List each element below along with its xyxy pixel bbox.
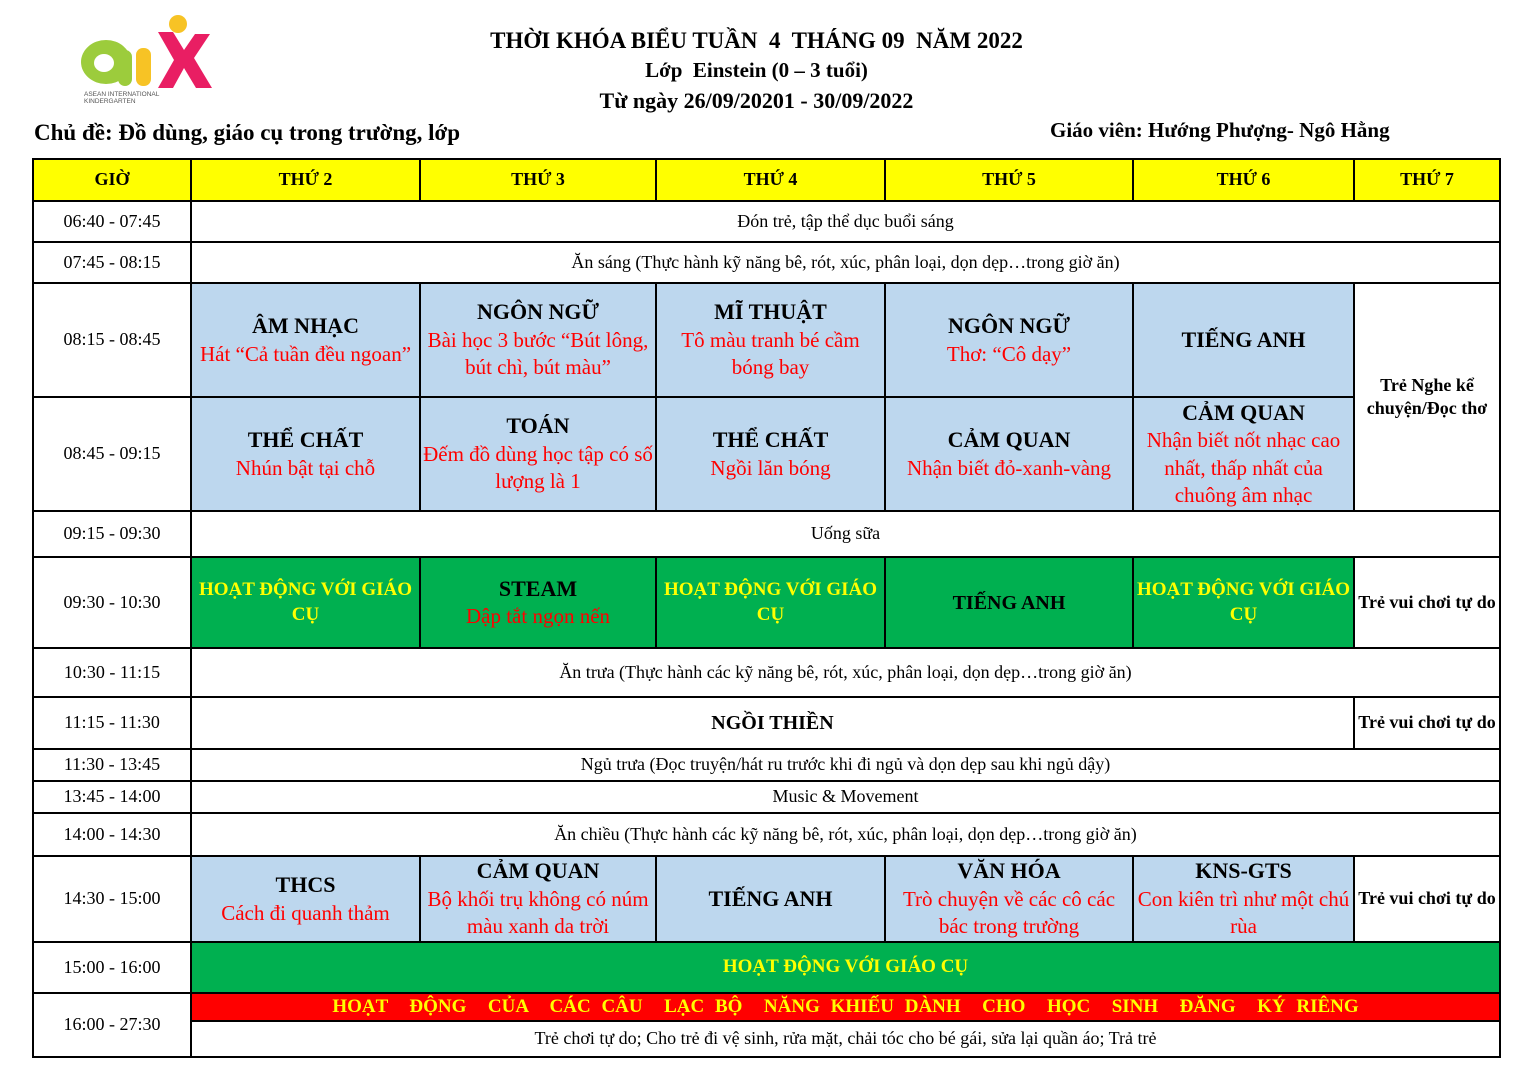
lesson-subject: TIẾNG ANH — [708, 885, 833, 911]
lesson-subject: KNS-GTS — [1195, 858, 1292, 884]
lesson-subject: CẢM QUAN — [1182, 399, 1305, 425]
lesson-detail: Đếm đồ dùng học tập có số lượng là 1 — [423, 442, 653, 494]
schedule-title: THỜI KHÓA BIỂU TUẦN 4 THÁNG 09 NĂM 2022 — [490, 28, 1023, 53]
lesson-subject: NGÔN NGỮ — [947, 313, 1070, 339]
time-cell: 16:00 - 27:30 — [33, 993, 191, 1057]
lesson-subject: CẢM QUAN — [947, 427, 1071, 453]
lesson-cell — [420, 856, 656, 942]
date-range: Từ ngày 26/09/20201 - 30/09/2022 — [599, 88, 914, 113]
lesson-cell — [191, 397, 420, 511]
green-activity-label: HOẠT ĐỘNG VỚI GIÁO CỤ — [198, 578, 413, 625]
col-header-sat: THỨ 7 — [1354, 159, 1500, 201]
lesson-cell — [191, 856, 420, 942]
time-cell: 08:15 - 08:45 — [33, 283, 191, 397]
lesson-detail: Nhận biết nốt nhạc cao nhất, thấp nhất của chuông âm nhạc — [1146, 428, 1341, 507]
clubs-banner: HOẠT ĐỘNG CỦA CÁC CÂU LẠC BỘ NĂNG KHIẾU DÀNH CHO HỌC SINH ĐĂNG KÝ RIÊNG — [191, 993, 1500, 1021]
green-activity-label: HOẠT ĐỘNG VỚI GIÁO CỤ — [1136, 578, 1351, 625]
table-row — [33, 697, 1500, 749]
activity-cell: Ăn trưa (Thực hành các kỹ năng bê, rót, xúc, phân loại, dọn dẹp…trong giờ ăn) — [191, 648, 1500, 697]
lesson-cell — [191, 283, 420, 397]
lesson-detail: Nhận biết đỏ-xanh-vàng — [906, 455, 1112, 480]
lesson-cell — [885, 856, 1133, 942]
table-row — [33, 648, 1500, 697]
green-activity-cell — [420, 557, 656, 648]
green-activity-label: TIẾNG ANH — [952, 591, 1066, 614]
lesson-cell — [656, 283, 885, 397]
lesson-subject: NGÔN NGỮ — [476, 299, 599, 325]
activity-cell: Trẻ chơi tự do; Cho trẻ đi vệ sinh, rửa mặt, chải tóc cho bé gái, sửa lại quần áo; Trả trẻ — [191, 1021, 1500, 1057]
lesson-detail: Con kiên trì như một chú rùa — [1137, 887, 1350, 939]
time-cell: 14:30 - 15:00 — [33, 856, 191, 942]
green-activity-label: HOẠT ĐỘNG VỚI GIÁO CỤ — [722, 956, 969, 978]
lesson-subject: THỂ CHẤT — [712, 427, 829, 453]
saturday-cell: Trẻ vui chơi tự do — [1354, 557, 1500, 648]
col-header-thu: THỨ 5 — [885, 159, 1133, 201]
lesson-subject: THỂ CHẤT — [247, 427, 364, 453]
lesson-detail: Hát “Cả tuần đều ngoan” — [199, 341, 412, 366]
teacher-label: Giáo viên: Hướng Phượng- Ngô Hằng — [1050, 118, 1390, 142]
header-row — [33, 159, 1500, 201]
col-header-mon: THỨ 2 — [191, 159, 420, 201]
time-cell: 13:45 - 14:00 — [33, 781, 191, 813]
table-row — [33, 557, 1500, 648]
lesson-detail: Thơ: “Cô dạy” — [946, 341, 1072, 366]
activity-cell: Đón trẻ, tập thể dục buổi sáng — [191, 201, 1500, 242]
topic-label: Chủ đề: Đồ dùng, giáo cụ trong trường, lớp — [34, 120, 461, 145]
time-cell: 08:45 - 09:15 — [33, 397, 191, 511]
table-row — [33, 1021, 1500, 1057]
lesson-cell — [885, 397, 1133, 511]
time-cell: 09:30 - 10:30 — [33, 557, 191, 648]
table-row — [33, 942, 1500, 993]
lesson-cell — [420, 397, 656, 511]
activity-cell: Music & Movement — [191, 781, 1500, 813]
class-name: Lớp Einstein (0 – 3 tuổi) — [645, 58, 868, 82]
green-activity-cell — [191, 942, 1500, 993]
timetable — [32, 158, 1501, 1058]
green-activity-label: HOẠT ĐỘNG VỚI GIÁO CỤ — [663, 578, 878, 625]
table-row — [33, 242, 1500, 283]
table-row — [33, 993, 1500, 1021]
activity-cell: Ăn chiều (Thực hành các kỹ năng bê, rót, xúc, phân loại, dọn dẹp…trong giờ ăn) — [191, 813, 1500, 856]
time-cell: 15:00 - 16:00 — [33, 942, 191, 993]
lesson-detail: Bài học 3 bước “Bút lông, bút chì, bút màu” — [427, 328, 649, 380]
col-header-fri: THỨ 6 — [1133, 159, 1354, 201]
activity-cell: Uống sữa — [191, 511, 1500, 557]
time-cell: 09:15 - 09:30 — [33, 511, 191, 557]
activity-cell: Ăn sáng (Thực hành kỹ năng bê, rót, xúc, phân loại, dọn dẹp…trong giờ ăn) — [191, 242, 1500, 283]
time-cell: 11:30 - 13:45 — [33, 749, 191, 781]
lesson-subject: TOÁN — [506, 413, 570, 439]
table-row — [33, 813, 1500, 856]
lesson-subject: THCS — [275, 872, 336, 898]
green-activity-cell — [191, 557, 420, 648]
time-cell: 07:45 - 08:15 — [33, 242, 191, 283]
col-header-time: GIỜ — [33, 159, 191, 201]
time-cell: 14:00 - 14:30 — [33, 813, 191, 856]
table-row — [33, 283, 1500, 397]
col-header-tue: THỨ 3 — [420, 159, 656, 201]
green-activity-cell — [656, 557, 885, 648]
logo-caption-1: ASEAN INTERNATIONAL — [84, 91, 160, 98]
logo-caption-2: KINDERGARTEN — [84, 98, 136, 105]
table-row — [33, 201, 1500, 242]
lesson-subject: ÂM NHẠC — [252, 313, 359, 339]
lesson-detail: Dập tắt ngọn nến — [465, 604, 611, 629]
green-activity-cell — [1133, 557, 1354, 648]
table-row — [33, 511, 1500, 557]
lesson-cell — [885, 283, 1133, 397]
lesson-cell — [420, 283, 656, 397]
time-cell: 10:30 - 11:15 — [33, 648, 191, 697]
table-row — [33, 781, 1500, 813]
lesson-cell — [1133, 283, 1354, 397]
col-header-wed: THỨ 4 — [656, 159, 885, 201]
lesson-subject: VĂN HÓA — [957, 858, 1061, 884]
lesson-detail: Bộ khối trụ không có núm màu xanh da trời — [427, 887, 649, 939]
activity-cell: Ngủ trưa (Đọc truyện/hát ru trước khi đi ngủ và dọn dẹp sau khi ngủ dậy) — [191, 749, 1500, 781]
saturday-cell: Trẻ vui chơi tự do — [1354, 697, 1500, 749]
lesson-cell — [656, 856, 885, 942]
lesson-cell — [1133, 397, 1354, 511]
lesson-subject: MĨ THUẬT — [714, 299, 827, 325]
lesson-detail: Ngồi lăn bóng — [710, 455, 831, 480]
lesson-subject: STEAM — [498, 575, 578, 601]
saturday-cell: Trẻ vui chơi tự do — [1354, 856, 1500, 942]
lesson-subject: CẢM QUAN — [476, 858, 600, 884]
green-activity-cell — [885, 557, 1133, 648]
lesson-detail: Tô màu tranh bé cầm bóng bay — [681, 328, 860, 380]
time-cell: 06:40 - 07:45 — [33, 201, 191, 242]
table-row — [33, 397, 1500, 511]
saturday-cell: Trẻ Nghe kể chuyện/Đọc thơ — [1354, 283, 1500, 511]
time-cell: 11:15 - 11:30 — [33, 697, 191, 749]
lesson-subject: TIẾNG ANH — [1181, 326, 1306, 352]
activity-cell: NGỒI THIỀN — [191, 697, 1354, 749]
table-row — [33, 856, 1500, 942]
lesson-cell — [656, 397, 885, 511]
lesson-detail: Nhún bật tại chỗ — [235, 455, 376, 480]
lesson-cell — [1133, 856, 1354, 942]
table-row — [33, 749, 1500, 781]
lesson-detail: Cách đi quanh thảm — [221, 900, 390, 925]
lesson-detail: Trò chuyện về các cô các bác trong trường — [902, 887, 1116, 939]
